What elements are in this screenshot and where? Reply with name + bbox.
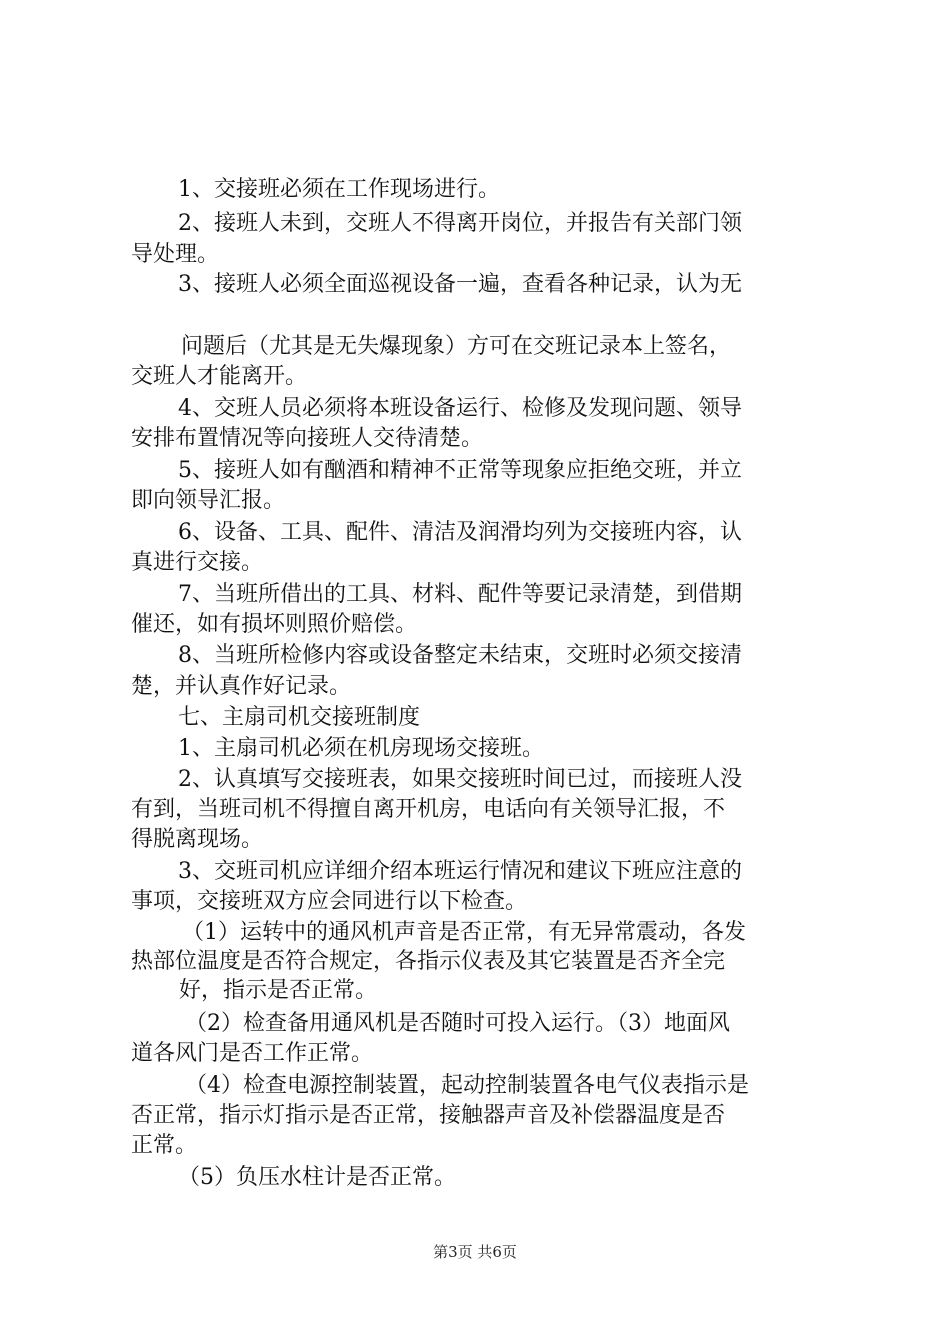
line-32: （5）负压水柱计是否正常。 xyxy=(178,1165,456,1190)
line-7: 4、交班人员必须将本班设备运行、检修及发现问题、领导 xyxy=(178,396,742,421)
line-31: 正常。 xyxy=(131,1133,198,1158)
line-16: 楚，并认真作好记录。 xyxy=(131,674,352,699)
line-12: 真进行交接。 xyxy=(131,550,264,575)
line-20: 有到，当班司机不得擅自离开机房，电话向有关领导汇报，不 xyxy=(131,797,726,822)
line-23: 事项，交接班双方应会同进行以下检查。 xyxy=(131,889,528,914)
line-15: 8、当班所检修内容或设备整定未结束，交班时必须交接清 xyxy=(178,643,742,668)
line-8: 安排布置情况等向接班人交待清楚。 xyxy=(131,426,484,451)
line-14: 催还，如有损坏则照价赔偿。 xyxy=(131,612,418,637)
line-18: 1、主扇司机必须在机房现场交接班。 xyxy=(178,736,544,761)
section-heading: 七、主扇司机交接班制度 xyxy=(178,705,421,730)
line-22: 3、交班司机应详细介绍本班运行情况和建议下班应注意的 xyxy=(178,859,742,884)
line-24: （1）运转中的通风机声音是否正常，有无异常震动，各发 xyxy=(182,920,746,945)
line-30: 否正常，指示灯指示是否正常，接触器声音及补偿器温度是否 xyxy=(131,1103,726,1128)
line-21: 得脱离现场。 xyxy=(131,827,264,852)
line-1: 1、交接班必须在工作现场进行。 xyxy=(178,177,500,202)
line-19: 2、认真填写交接班表，如果交接班时间已过，而接班人没 xyxy=(178,767,742,792)
line-10: 即向领导汇报。 xyxy=(131,488,286,513)
line-9: 5、接班人如有酗酒和精神不正常等现象应拒绝交班，并立 xyxy=(178,458,742,483)
line-11: 6、设备、工具、配件、清洁及润滑均列为交接班内容，认 xyxy=(178,520,742,545)
line-29: （4）检查电源控制装置，起动控制装置各电气仪表指示是 xyxy=(185,1073,749,1098)
line-27: （2）检查备用通风机是否随时可投入运行。（3）地面风 xyxy=(185,1011,730,1036)
line-6: 交班人才能离开。 xyxy=(131,364,308,389)
page-number-footer: 第3页 共6页 xyxy=(433,1243,517,1261)
line-13: 7、当班所借出的工具、材料、配件等要记录清楚，到借期 xyxy=(178,582,742,607)
line-4: 3、接班人必须全面巡视设备一遍，查看各种记录，认为无 xyxy=(178,272,742,297)
line-25: 热部位温度是否符合规定，各指示仪表及其它装置是否齐全完 xyxy=(131,949,726,974)
line-2: 2、接班人未到，交班人不得离开岗位，并报告有关部门领 xyxy=(178,211,742,236)
line-3: 导处理。 xyxy=(131,242,220,267)
line-5: 问题后（尤其是无失爆现象）方可在交班记录本上签名， xyxy=(181,334,732,359)
line-28: 道各风门是否工作正常。 xyxy=(131,1041,374,1066)
line-26: 好，指示是否正常。 xyxy=(179,978,378,1003)
